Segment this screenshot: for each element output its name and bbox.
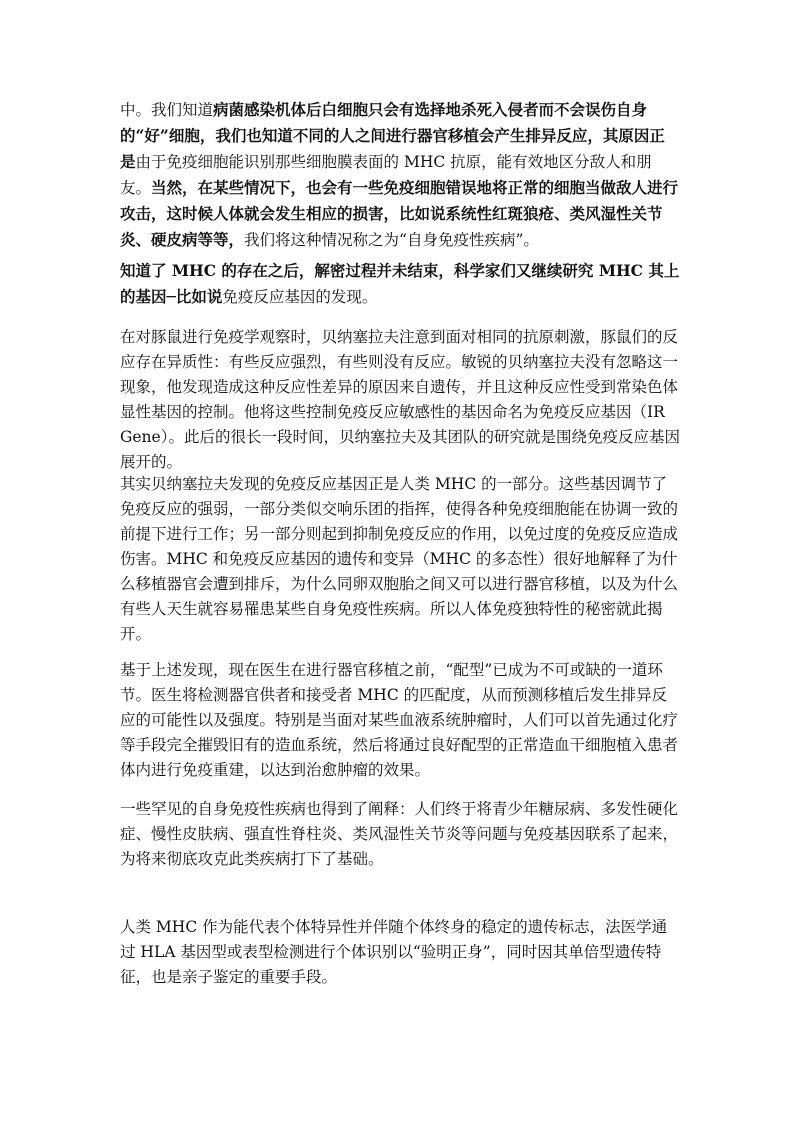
text-segment: 一些罕见的自身免疫性疾病也得到了阐释：人们终于将青少年糖尿病、多发性硬化症、慢性皮肤病、强直性脊柱炎、类风湿性关节炎等问题与免疫基因联系了起来，为将来彻底攻克此类疾病打下了基础。: [120, 800, 679, 868]
text-segment: 我们将这种情况称之为“自身免疫性疾病”。: [244, 231, 539, 249]
paragraph-immune-recognition: [120, 97, 680, 253]
text-segment-bold: 当然，在某些情况下，也会有一些免疫细胞错误地将正常的细胞当做敌人进行攻击，这时候人体就会发生相应的损害，比如说系统性红斑狼疮、类风湿性关节炎、硬皮病等等，: [120, 178, 679, 249]
paragraph-autoimmune-diseases: [120, 797, 680, 872]
text-segment: 在对豚鼠进行免疫学观察时，贝纳塞拉夫注意到面对相同的抗原刺激，豚鼠们的反应存在异质性：有些反应强烈，有些则没有反应。敏锐的贝纳塞拉夫没有忽略这一现象，他发现造成这种反应性差异的原因来自遗传，并且这种反应性受到常染色体显性基因的控制。他将这些控制免疫反应敏感性的基因命名为免疫反应基因（IR Gene）。此后的很长一段时间，贝纳塞拉夫及其团队的研究就是围绕免疫反应基因展开的。: [120, 328, 680, 471]
text-segment: 基于上述发现，现在医生在进行器官移植之前，“配型”已成为不可或缺的一道环节。医生将检测器官供者和接受者 MHC 的匹配度，从而预测移植后发生排异反应的可能性以及强度。特别是当面对某些血液系统肿瘤时，人们可以首先通过化疗等手段完全摧毁旧有的造血系统，然后将通过良好配型的正常造血干细胞植入患者体内进行免疫重建，以达到治愈肿瘤的效果。: [120, 661, 679, 779]
text-segment: 人类 MHC 作为能代表个体特异性并伴随个体终身的稳定的遗传标志，法医学通过 HLA 基因型或表型检测进行个体识别以“验明正身”，同时因其单倍型遗传特征，也是亲子鉴定的重要手段。: [120, 918, 668, 986]
paragraph-organ-matching: [120, 658, 680, 783]
paragraph-ir-genes-mhc: [120, 472, 680, 647]
text-segment: 中。我们知道: [120, 101, 214, 119]
paragraph-forensic-use: [120, 915, 680, 990]
text-segment-bold: 病菌感染机体后白细胞只会有选择地杀死入侵者而不会误伤自身的“好”细胞，我们也知道不同的人之间进行器官移植会产生排异反应，其原因正是: [120, 100, 665, 171]
paragraph-mhc-genes: [120, 258, 680, 310]
text-segment: 免疫反应基因的发现。: [222, 288, 378, 306]
paragraph-guinea-pig-study: [120, 325, 680, 475]
text-segment: 由于免疫细胞能识别那些细胞膜表面的 MHC 抗原，能有效地区分敌人和朋友。: [120, 153, 652, 197]
text-segment: 其实贝纳塞拉夫发现的免疫反应基因正是人类 MHC 的一部分。这些基因调节了免疫反应的强弱，一部分类似交响乐团的指挥，使得各种免疫细胞能在协调一致的前提下进行工作；另一部分则起到抑制免疫反应的作用，以免过度的免疫反应造成伤害。MHC 和免疫反应基因的遗传和变异（MHC 的多态性）很好地解释了为什么移植器官会遭到排斥，为什么同卵双胞胎之间又可以进行器官移植，以及为什么有些人天生就容易罹患某些自身免疫性疾病。所以人体免疫独特性的秘密就此揭开。: [120, 475, 679, 643]
text-segment-bold: 知道了 MHC 的存在之后，解密过程并未结束，科学家们又继续研究 MHC 其上的基因─比如说: [120, 261, 680, 306]
